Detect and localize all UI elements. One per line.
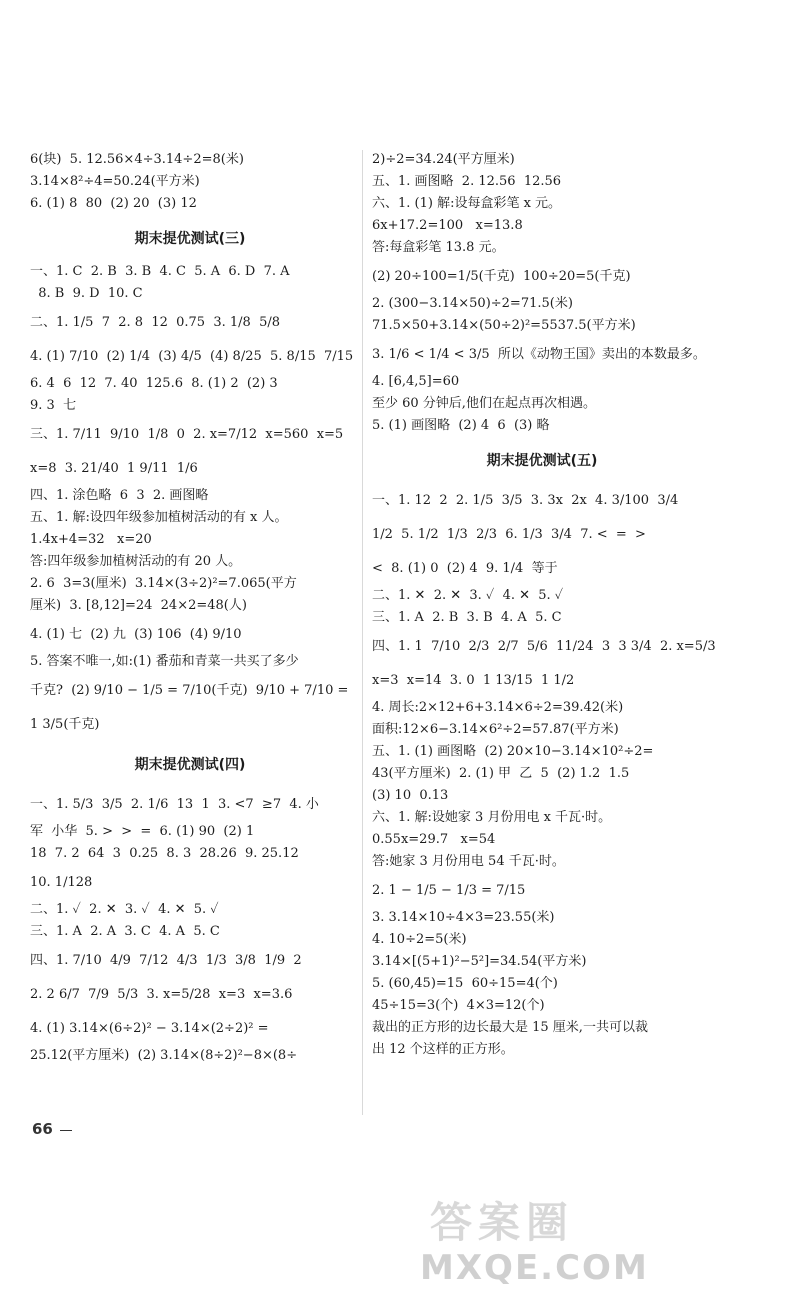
section-title-test-4: 期末提优测试(四): [134, 757, 246, 773]
answer-line: 三、1. A 2. B 3. B 4. A 5. C: [372, 610, 562, 625]
answer-line: 18 7. 2 64 3 0.25 8. 3 28.26 9. 25.12: [30, 846, 299, 861]
answer-line: 4. (1) 3.14×(6÷2)² − 3.14×(2÷2)² =: [30, 1021, 269, 1036]
answer-line: 1.4x+4=32 x=20: [30, 532, 152, 547]
answer-line: 答:她家 3 月份用电 54 千瓦·时。: [372, 854, 565, 869]
answer-line: 至少 60 分钟后,他们在起点再次相遇。: [372, 396, 596, 411]
answer-line: 3. 3.14×10÷4×3=23.55(米): [372, 910, 555, 925]
answer-line: 三、1. 7/11 9/10 1/8 0 2. x=7/12 x=560 x=5: [30, 427, 344, 442]
answer-line: 3. 1/6 < 1/4 < 3/5 所以《动物王国》卖出的本数最多。: [372, 347, 706, 362]
answer-line: 5. (60,45)=15 60÷15=4(个): [372, 976, 558, 991]
page-number-rule: [60, 1130, 72, 1131]
answer-line: 1/2 5. 1/2 1/3 2/3 6. 1/3 3/4 7. < = >: [372, 527, 646, 542]
answer-line: 五、1. 画图略 2. 12.56 12.56: [372, 174, 562, 189]
answer-line: 6x+17.2=100 x=13.8: [372, 218, 523, 233]
answer-line: 答:每盒彩笔 13.8 元。: [372, 240, 505, 255]
answer-line: 六、1. 解:设她家 3 月份用电 x 千瓦·时。: [372, 810, 612, 825]
left-column: [30, 150, 354, 1068]
answer-line: 2. (300−3.14×50)÷2=71.5(米): [372, 296, 573, 311]
answer-line: 5. (1) 画图略 (2) 4 6 (3) 略: [372, 418, 550, 433]
answer-line: 四、1. 7/10 4/9 7/12 4/3 1/3 3/8 1/9 2: [30, 953, 302, 968]
answer-line: 6(块) 5. 12.56×4÷3.14÷2=8(米): [30, 152, 244, 167]
answer-line: 4. 10÷2=5(米): [372, 932, 467, 947]
answer-line: 四、1. 涂色略 6 3 2. 画图略: [30, 488, 209, 503]
answer-line: 1 3/5(千克): [30, 717, 100, 732]
answer-line: 答:四年级参加植树活动的有 20 人。: [30, 554, 242, 569]
answer-line: 2. 1 − 1/5 − 1/3 = 7/15: [372, 883, 526, 898]
right-column: [372, 150, 716, 1062]
answer-line: 4. [6,4,5]=60: [372, 374, 460, 389]
section-title-test-3: 期末提优测试(三): [134, 231, 246, 247]
page-number: 66: [32, 1120, 53, 1138]
answer-line: 5. 答案不唯一,如:(1) 番茄和青菜一共买了多少: [30, 654, 299, 669]
answer-line: 四、1. 1 7/10 2/3 2/7 5/6 11/24 3 3 3/4 2. x=5/3: [372, 639, 716, 654]
answer-line: 面积:12×6−3.14×6²÷2=57.87(平方米): [372, 722, 619, 737]
answer-line: < 8. (1) 0 (2) 4 9. 1/4 等于: [372, 561, 558, 576]
answer-line: (2) 20÷100=1/5(千克) 100÷20=5(千克): [372, 269, 631, 284]
answer-line: 一、1. 12 2 2. 1/5 3/5 3. 3x 2x 4. 3/100 3/4: [372, 493, 679, 508]
answer-line: 45÷15=3(个) 4×3=12(个): [372, 998, 545, 1013]
answer-line: 出 12 个这样的正方形。: [372, 1042, 514, 1057]
answer-line: 一、1. C 2. B 3. B 4. C 5. A 6. D 7. A: [30, 264, 290, 279]
answer-line: 2. 2 6/7 7/9 5/3 3. x=5/28 x=3 x=3.6: [30, 987, 293, 1002]
section-title-test-5: 期末提优测试(五): [486, 453, 598, 469]
answer-line: 8. B 9. D 10. C: [30, 286, 143, 301]
answer-line: 二、1. ✓ 2. ✕ 3. ✓ 4. ✕ 5. ✓: [30, 902, 219, 917]
answer-line: 五、1. (1) 画图略 (2) 20×10−3.14×10²÷2=: [372, 744, 654, 759]
answer-line: 千克? (2) 9/10 − 1/5 = 7/10(千克) 9/10 + 7/10 =: [30, 683, 349, 698]
answer-line: 2)÷2=34.24(平方厘米): [372, 152, 515, 167]
answer-line: x=3 x=14 3. 0 1 13/15 1 1/2: [372, 673, 575, 688]
answer-line: 五、1. 解:设四年级参加植树活动的有 x 人。: [30, 510, 288, 525]
answer-line: 3.14×[(5+1)²−5²]=34.54(平方米): [372, 954, 587, 969]
answer-line: 25.12(平方厘米) (2) 3.14×(8÷2)²−8×(8÷: [30, 1048, 298, 1063]
answer-line: 0.55x=29.7 x=54: [372, 832, 496, 847]
answer-line: 裁出的正方形的边长最大是 15 厘米,一共可以裁: [372, 1020, 648, 1035]
answer-line: 二、1. 1/5 7 2. 8 12 0.75 3. 1/8 5/8: [30, 315, 280, 330]
answer-line: (3) 10 0.13: [372, 788, 449, 803]
watermark-url: MXQE.COM: [420, 1248, 649, 1288]
watermark-logo: 答案圈: [430, 1198, 575, 1247]
answer-line: 4. (1) 七 (2) 九 (3) 106 (4) 9/10: [30, 627, 242, 642]
answer-line: 厘米) 3. [8,12]=24 24×2=48(人): [30, 598, 247, 613]
answer-line: 2. 6 3=3(厘米) 3.14×(3÷2)²=7.065(平方: [30, 576, 297, 591]
answer-line: 二、1. ✕ 2. ✕ 3. ✓ 4. ✕ 5. ✓: [372, 588, 564, 603]
answer-line: 10. 1/128: [30, 875, 93, 890]
answer-line: 3.14×8²÷4=50.24(平方米): [30, 174, 200, 189]
answer-line: 9. 3 七: [30, 398, 77, 413]
answer-line: 六、1. (1) 解:设每盒彩笔 x 元。: [372, 196, 562, 211]
answer-line: 4. (1) 7/10 (2) 1/4 (3) 4/5 (4) 8/25 5. 8/15 7/15: [30, 349, 354, 364]
answer-line: 43(平方厘米) 2. (1) 甲 乙 5 (2) 1.2 1.5: [372, 766, 630, 781]
answer-line: 三、1. A 2. A 3. C 4. A 5. C: [30, 924, 220, 939]
answer-line: 6. 4 6 12 7. 40 125.6 8. (1) 2 (2) 3: [30, 376, 278, 391]
answer-line: 71.5×50+3.14×(50÷2)²=5537.5(平方米): [372, 318, 636, 333]
answer-line: 4. 周长:2×12+6+3.14×6÷2=39.42(米): [372, 700, 624, 715]
answer-line: x=8 3. 21/40 1 9/11 1/6: [30, 461, 198, 476]
answer-line: 一、1. 5/3 3/5 2. 1/6 13 1 3. <7 ≥7 4. 小: [30, 797, 319, 812]
column-divider: [362, 150, 363, 1115]
answer-line: 6. (1) 8 80 (2) 20 (3) 12: [30, 196, 197, 211]
answer-line: 军 小华 5. > > = 6. (1) 90 (2) 1: [30, 824, 255, 839]
